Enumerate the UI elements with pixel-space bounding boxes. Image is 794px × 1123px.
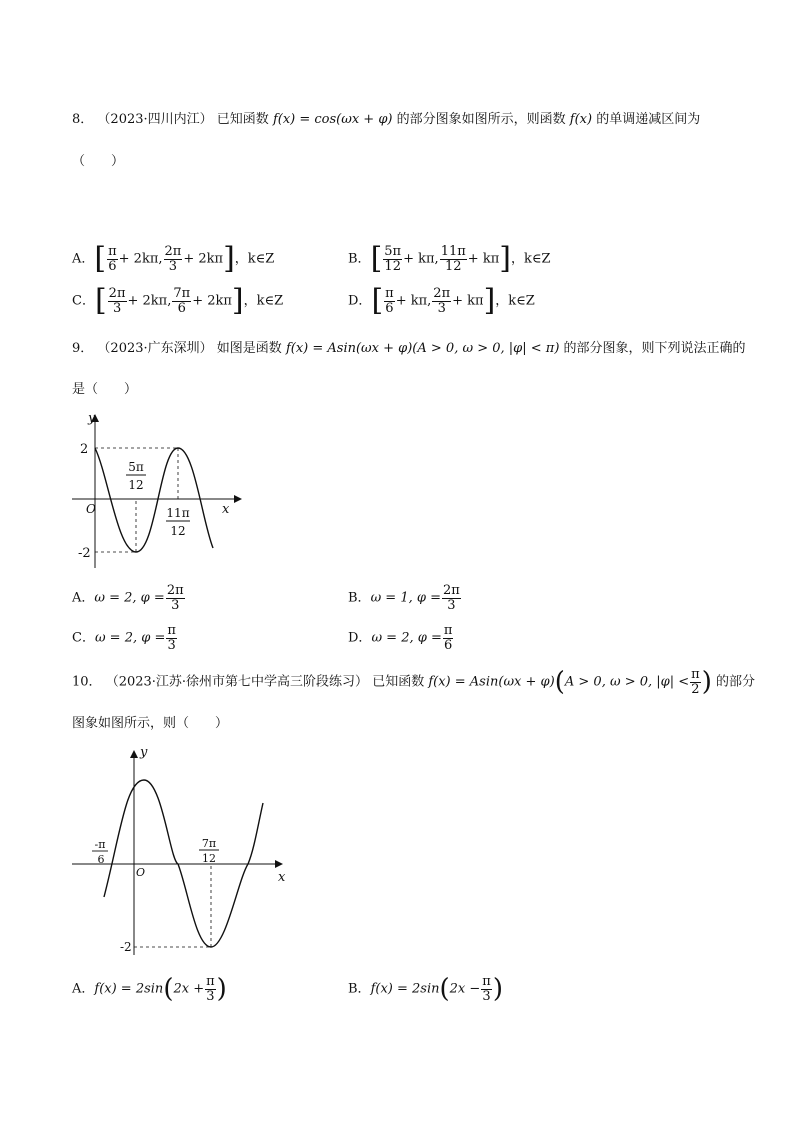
question-source: （2023·广东深圳） xyxy=(97,341,213,356)
q8-option-a[interactable]: A．[ $\frac{\pi}{6}$ + 2kπ, $\frac{2\pi}{3}$ + 2kπ]，k∈Z xyxy=(72,241,275,276)
function-expression: f(x) = Asin(ωx + φ) xyxy=(428,674,555,690)
question-number: 9． xyxy=(72,341,94,356)
tick-7pi12-den: 12 xyxy=(202,852,216,865)
function-expression: f(x) = Asin(ωx + φ)(A > 0, ω > 0, |φ| < π) xyxy=(285,341,560,356)
q10-graph xyxy=(70,740,295,960)
q9-graph xyxy=(70,400,250,580)
q8-answer-blank: （ ） xyxy=(72,154,125,169)
y-axis-label: y xyxy=(88,411,96,426)
sine-curve xyxy=(95,448,213,552)
x-axis-arrow xyxy=(234,495,242,503)
ymin-label: -2 xyxy=(78,546,91,561)
y-axis-arrow xyxy=(130,750,138,758)
tick-neg-pi6-den: 6 xyxy=(97,853,105,866)
origin-label: O xyxy=(136,866,146,879)
q9-option-d[interactable]: D．ω = 2, φ = $\frac{\pi}{6}$ xyxy=(348,623,453,653)
q8-option-d[interactable]: D．[ $\frac{\pi}{6}$ + kπ, $\frac{2\pi}{3}$ + kπ]，k∈Z xyxy=(348,283,535,318)
tick-7pi12-num: 7π xyxy=(201,837,217,850)
question-number: 10． xyxy=(72,674,102,690)
q9-option-a[interactable]: A．ω = 2, φ = $\frac{2\pi}{3}$ xyxy=(72,583,184,613)
origin-label: O xyxy=(86,502,96,516)
y-axis-label: y xyxy=(140,745,148,760)
q9-option-b[interactable]: B．ω = 1, φ = $\frac{2\pi}{3}$ xyxy=(348,583,460,613)
q10-option-b[interactable]: B．f(x) = 2sin(2x − $\frac{\pi}{3}$ ) xyxy=(348,974,503,1005)
x-axis-arrow xyxy=(275,860,283,868)
q8-option-c[interactable]: C．[ $\frac{2\pi}{3}$ + 2kπ, $\frac{7\pi}{6}$ + 2kπ]，k∈Z xyxy=(72,283,284,318)
tick-11pi12-num: 11π xyxy=(166,506,190,520)
tick-5pi12-num: 5π xyxy=(128,460,144,474)
x-axis-label: x xyxy=(222,502,230,517)
tick-5pi12-den: 12 xyxy=(128,478,144,492)
q10-stem-line1: 10． （2023·江苏·徐州市第七中学高三阶段练习） 已知函数 f(x) = Asin(ωx + φ)(A > 0, ω > 0, |φ| < $\frac{\pi}{2}$ ) 的部分 xyxy=(72,667,755,698)
q10-option-a[interactable]: A．f(x) = 2sin(2x + $\frac{\pi}{3}$ ) xyxy=(72,974,227,1005)
q9-option-c[interactable]: C．ω = 2, φ = $\frac{\pi}{3}$ xyxy=(72,623,176,653)
ymin-label: -2 xyxy=(120,940,132,954)
question-source: （2023·江苏·徐州市第七中学高三阶段练习） xyxy=(105,674,369,690)
q9-stem-line2: 是（ ） xyxy=(72,382,138,397)
q8-option-b[interactable]: B．[ $\frac{5\pi}{12}$ + kπ, $\frac{11\pi}{12}$ + kπ]，k∈Z xyxy=(348,241,551,276)
ymax-label: 2 xyxy=(80,442,89,457)
q10-stem-line2: 图象如图所示，则（ ） xyxy=(72,716,229,731)
function-expression: f(x) = cos(ωx + φ) xyxy=(272,112,393,127)
tick-neg-pi6-num: -π xyxy=(94,838,106,851)
q9-stem-line1: 9． （2023·广东深圳） 如图是函数 f(x) = Asin(ωx + φ)(A > 0, ω > 0, |φ| < π) 的部分图象，则下列说法正确的 xyxy=(72,341,746,356)
tick-11pi12-den: 12 xyxy=(170,524,186,538)
q8-stem-line1: 8． （2023·四川内江） 已知函数 f(x) = cos(ωx + φ) 的部分图象如图所示，则函数 f(x) 的单调递减区间为 xyxy=(72,112,701,127)
question-source: （2023·四川内江） xyxy=(97,112,213,127)
x-axis-label: x xyxy=(278,870,286,885)
question-number: 8． xyxy=(72,112,94,127)
